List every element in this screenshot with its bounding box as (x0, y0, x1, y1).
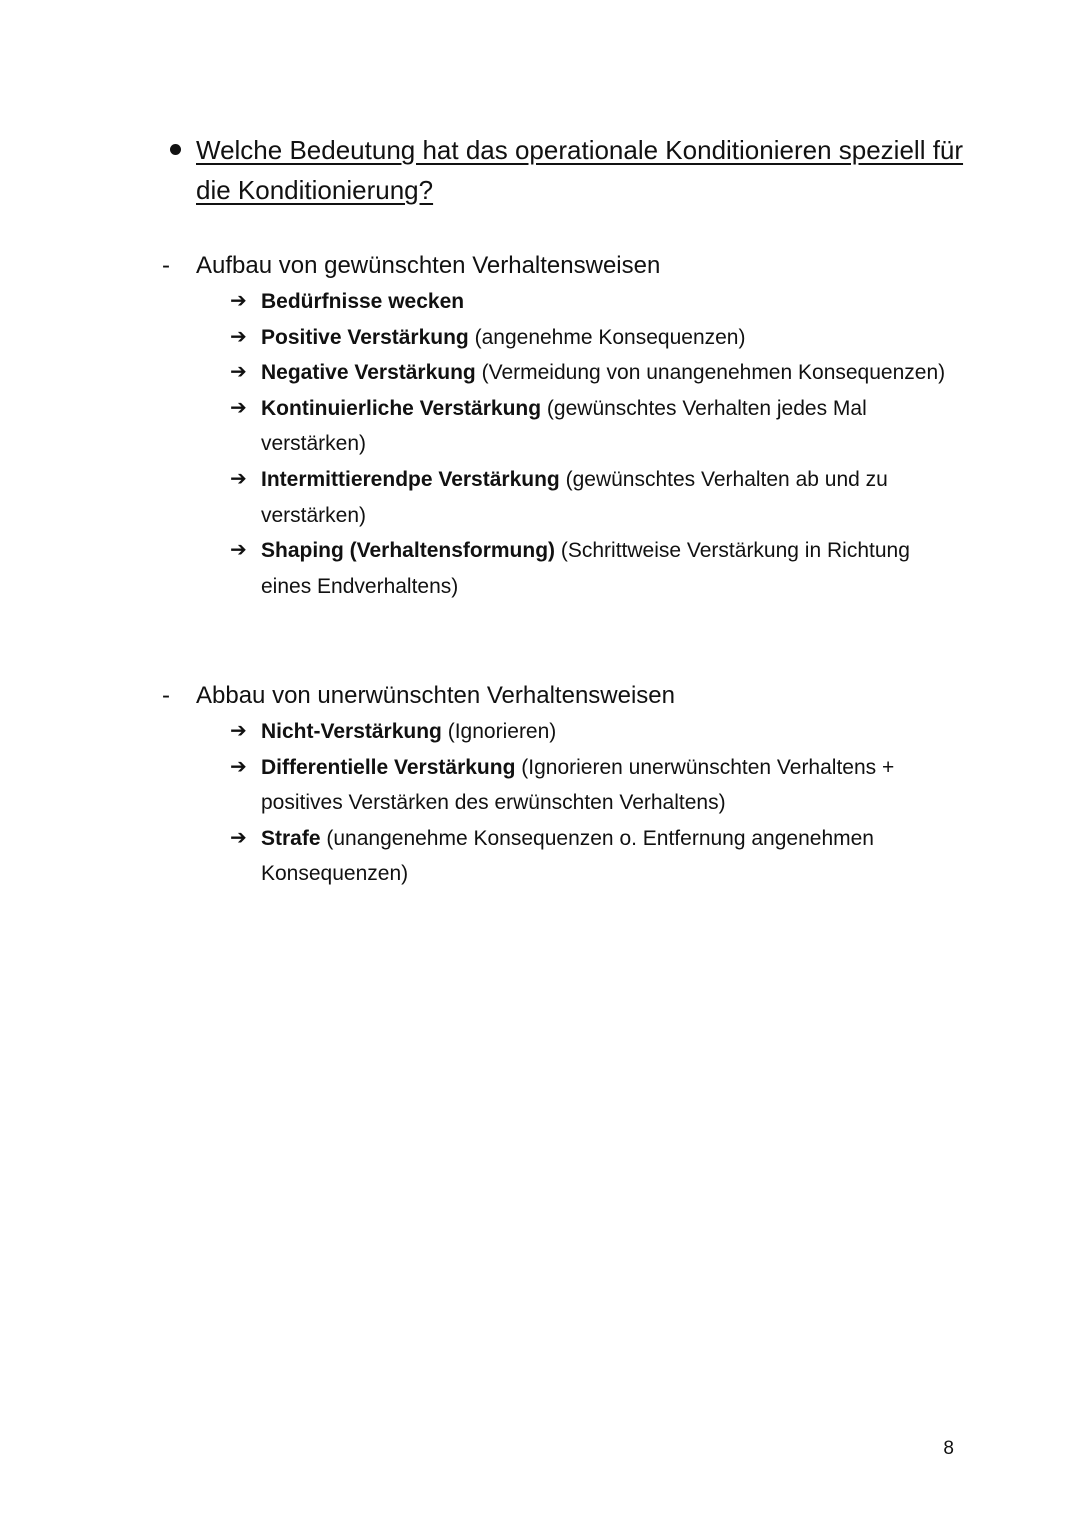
item-term: Nicht-Verstärkung (261, 720, 442, 743)
item-detail: (Ignorieren) (447, 720, 557, 743)
item-term: Differentielle Verstärkung (261, 755, 516, 779)
list-item (230, 391, 961, 462)
list-item (230, 533, 961, 604)
item-term: Negative Verstärkung (261, 361, 476, 385)
list-item (230, 284, 961, 320)
item-detail: (Ignorieren unerwünschten Verhaltens + positives Verstärken des erwünschten Verhaltens) (261, 755, 895, 815)
list-item (230, 714, 961, 750)
section-marker: - (162, 682, 170, 709)
item-detail: (unangenehme Konsequenzen o. Entfernung angenehmen Konsequenzen) (261, 826, 874, 886)
item-term: Strafe (261, 826, 321, 850)
arrow-right-icon: ➔ (230, 720, 247, 742)
question-text: Welche Bedeutung hat das operationale Konditionieren speziell für die Konditionierung? (196, 135, 964, 205)
arrow-right-icon: ➔ (230, 755, 247, 778)
arrow-right-icon: ➔ (230, 539, 247, 562)
list-item (230, 320, 961, 356)
item-list (162, 284, 982, 604)
section-title: Abbau von unerwünschten Verhaltensweisen (196, 682, 675, 709)
arrow-right-icon: ➔ (230, 826, 247, 849)
arrow-right-icon: ➔ (230, 361, 247, 384)
item-term: Shaping (Verhaltensformung) (261, 539, 556, 563)
item-term: Kontinuierliche Verstärkung (261, 396, 542, 420)
list-item (230, 355, 961, 391)
list-item (230, 462, 961, 533)
list-item (230, 821, 961, 892)
section-abbau (162, 680, 982, 892)
question-heading (162, 130, 982, 210)
item-detail: (gewünschtes Verhalten ab und zu verstärken) (261, 467, 888, 527)
item-detail: (Vermeidung von unangenehmen Konsequenzen) (481, 361, 946, 385)
item-term: Bedürfnisse wecken (261, 290, 465, 313)
arrow-right-icon: ➔ (230, 467, 247, 490)
list-item (230, 750, 961, 821)
item-term: Intermittierendpe Verstärkung (261, 467, 560, 491)
item-detail: (Schrittweise Verstärkung in Richtung eines Endverhaltens) (261, 539, 910, 598)
item-list (162, 714, 982, 892)
section-marker: - (162, 252, 170, 279)
arrow-right-icon: ➔ (230, 325, 247, 348)
bullet-dot-icon (170, 144, 181, 155)
section-title: Aufbau von gewünschten Verhaltensweisen (196, 252, 661, 279)
item-detail: (angenehme Konsequenzen) (474, 325, 746, 349)
section-aufbau (162, 250, 982, 604)
arrow-right-icon: ➔ (230, 396, 247, 419)
arrow-right-icon: ➔ (230, 290, 247, 312)
item-term: Positive Verstärkung (261, 325, 469, 349)
page-number: 8 (943, 1438, 954, 1459)
item-detail: (gewünschtes Verhalten jedes Mal verstärken) (261, 396, 867, 456)
